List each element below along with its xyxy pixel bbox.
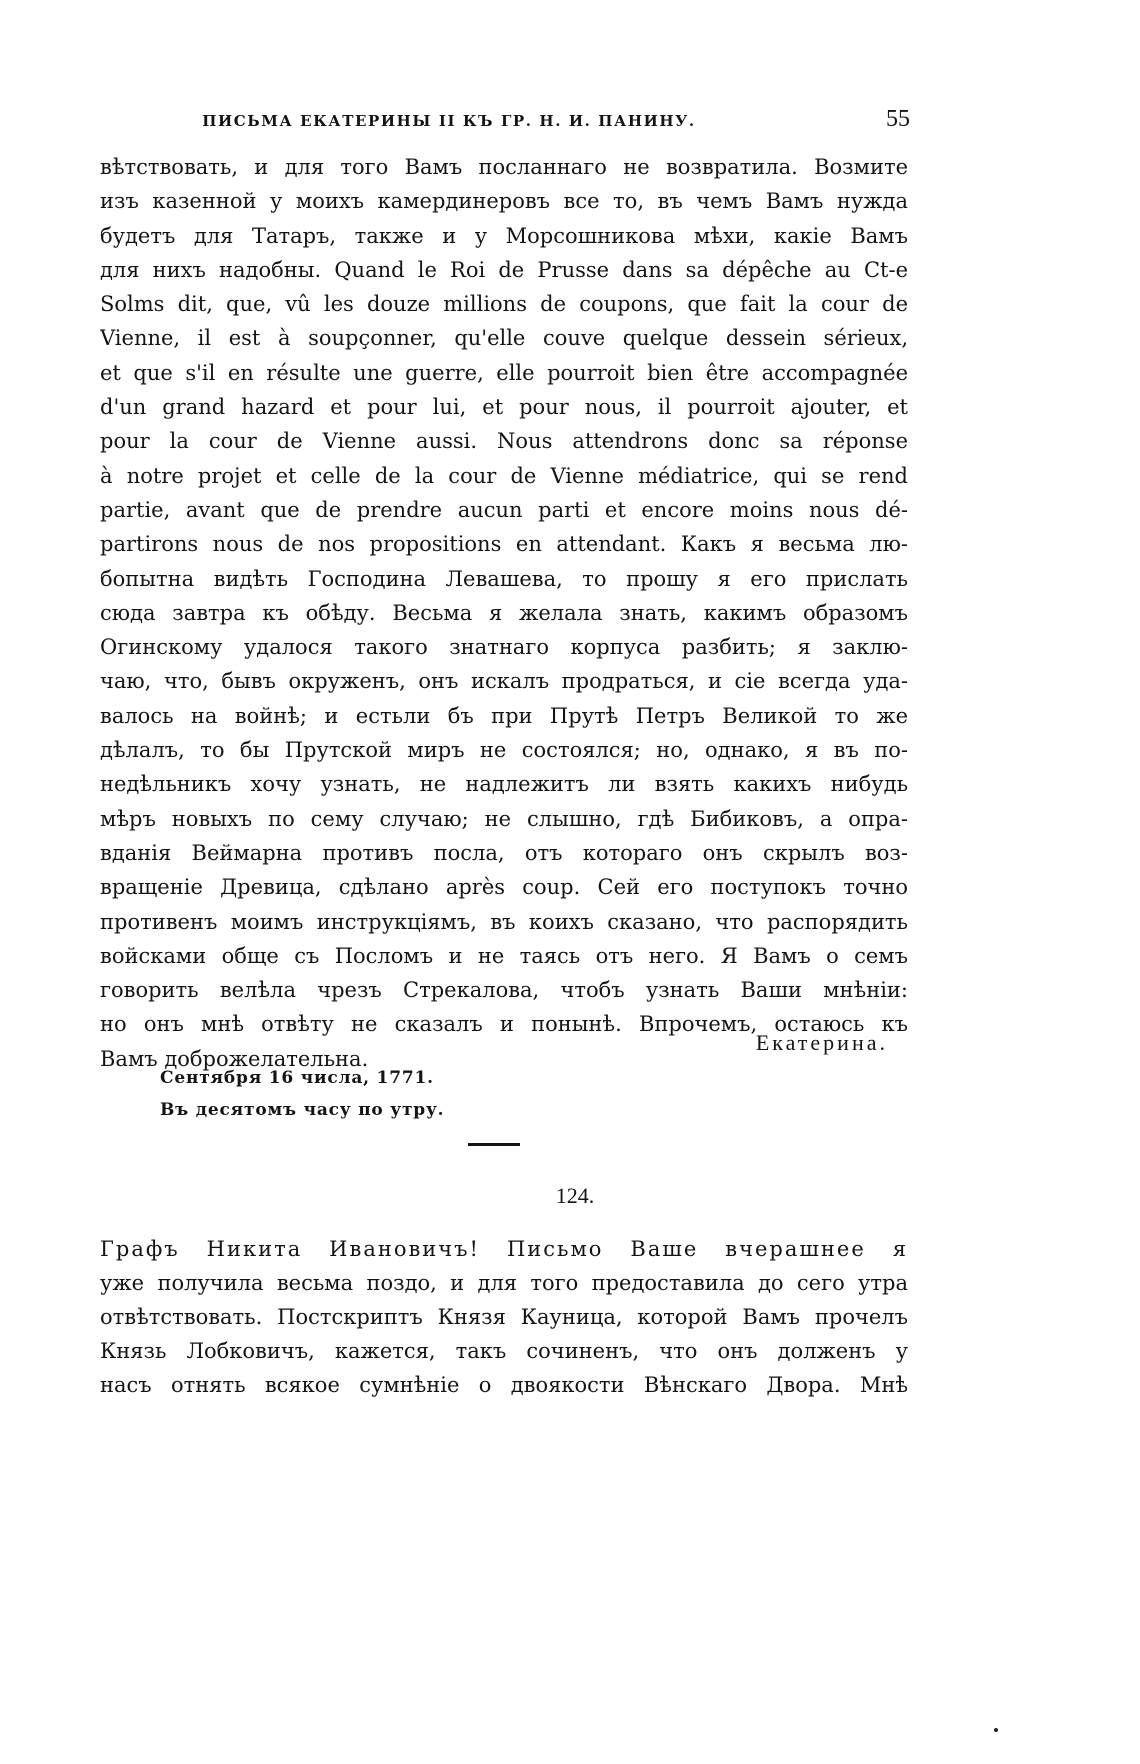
body-line: войсками обще съ Посломъ и не таясь отъ него. Я Вамъ о семъ [100, 943, 908, 968]
letter-line: уже получила весьма поздо, и для того предоставила до сего утра [100, 1271, 908, 1295]
body-line: сюда завтра къ обѣду. Весьма я желала знать, какимъ образомъ [100, 600, 908, 625]
body-line: partie, avant que de prendre aucun parti et encore moins nous dé- [100, 497, 908, 522]
body-line: чаю, что, бывъ окруженъ, онъ искалъ продраться, и сіе всегда уда- [100, 669, 908, 694]
body-line: à notre projet et celle de la cour de Vienne médiatrice, qui se rend [100, 463, 908, 488]
body-line: будетъ для Татаръ, также и у Морсошникова мѣхи, какіе Вамъ [100, 223, 908, 248]
letter-line: Князь Лобковичъ, кажется, такъ сочиненъ, что онъ долженъ у [100, 1339, 908, 1363]
letter-body [100, 150, 908, 1076]
body-line: pour la cour de Vienne aussi. Nous attendrons donc sa réponse [100, 429, 908, 454]
signature: Екатерина. [755, 1030, 888, 1055]
body-line: противенъ моимъ инструкціямъ, въ коихъ сказано, что распорядить [100, 909, 908, 934]
section-divider [468, 1143, 520, 1146]
body-line: дѣлалъ, то бы Прутской миръ не состоялся; но, однако, я въ по- [100, 738, 908, 763]
letter-line: отвѣтствовать. Постскриптъ Князя Кауница, которой Вамъ прочелъ [100, 1305, 908, 1329]
page-header [88, 106, 910, 142]
body-line: но онъ мнѣ отвѣту не сказалъ и понынѣ. Впрочемъ, остаюсь къ [100, 1012, 908, 1037]
body-line: partirons nous de nos propositions en attendant. Какъ я весьма лю- [100, 532, 908, 557]
body-line: мѣръ новыхъ по сему случаю; не слышно, гдѣ Бибиковъ, а опра- [100, 806, 908, 831]
body-line: вѣтствовать, и для того Вамъ посланнаго не возвратила. Возмите [100, 155, 908, 179]
body-line: валось на войнѣ; и естьли бъ при Прутѣ Петръ Великой то же [100, 703, 908, 728]
body-line: d'un grand hazard et pour lui, et pour nous, il pourroit ajouter, et [100, 395, 908, 420]
body-line: вращеніе Древица, сдѣлано après coup. Сей его поступокъ точно [100, 875, 908, 900]
letter-line: насъ отнять всякое сумнѣніе о двоякости Вѣнскаго Двора. Мнѣ [100, 1373, 908, 1397]
body-line: изъ казенной у моихъ камердинеровъ все то, въ чемъ Вамъ нужда [100, 189, 908, 214]
body-line: Solms dit, que, vû les douze millions de coupons, que fait la cour de [100, 292, 908, 317]
body-line: вданія Веймарна противъ посла, отъ котораго онъ скрылъ воз- [100, 840, 908, 865]
body-line: говорить велѣла чрезъ Стрекалова, чтобъ узнать Ваши мнѣніи: [100, 978, 908, 1003]
body-line: для нихъ надобны. Quand le Roi de Prusse dans sa dépêche au Ct-e [100, 257, 908, 282]
body-line: бопытна видѣть Господина Левашева, то прошу я его прислать [100, 566, 908, 591]
dateline-date: Сентября 16 числа, 1771. [160, 1068, 434, 1088]
letter-line: Графъ Никита Ивановичъ! Письмо Ваше вчерашнее я [100, 1237, 908, 1261]
body-line: Vienne, il est à soupçonner, qu'elle couve quelque dessein sérieux, [100, 326, 908, 351]
page-number: 55 [886, 106, 910, 132]
body-line: et que s'il en résulte une guerre, elle pourroit bien être accompagnée [100, 360, 908, 385]
body-line: Огинскому удалося такого знатнаго корпуса разбить; я заклю- [100, 635, 908, 660]
body-line: Вамъ доброжелательна. [100, 1046, 369, 1071]
running-title: ПИСЬМА ЕКАТЕРИНЫ II КЪ ГР. Н. И. ПАНИНУ. [202, 112, 696, 130]
print-speck [994, 1728, 998, 1732]
next-letter-body [100, 1232, 908, 1402]
dateline-time: Въ десятомъ часу по утру. [160, 1100, 445, 1120]
body-line: недѣльникъ хочу узнать, не надлежитъ ли взять какихъ нибудь [100, 772, 908, 797]
letter-number: 124. [555, 1183, 595, 1208]
